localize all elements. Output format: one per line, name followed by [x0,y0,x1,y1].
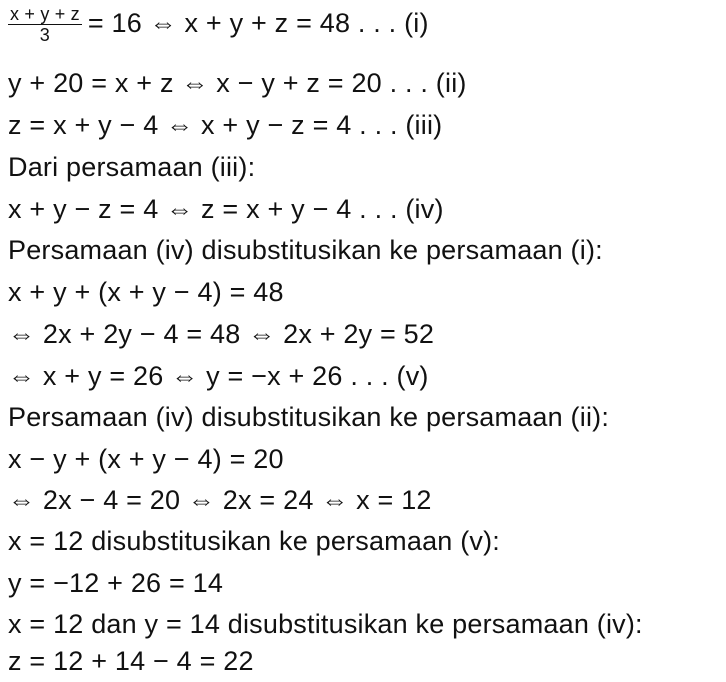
text-line-10: Persamaan (iv) disubstitusikan ke persamaan (ii): [8,402,610,432]
equation-line-9: ⇔ x + y = 26 ⇔ y = −x + 26 . . . (v) [8,361,429,391]
equation-line-11: x − y + (x + y − 4) = 20 [8,444,284,474]
equation-line-16: z = 12 + 14 − 4 = 22 [8,646,254,676]
equation-line-1 [8,2,429,44]
equation-line-2: y + 20 = x + z ⇔ x − y + z = 20 . . . (ii) [8,68,467,98]
equation-line-5: x + y − z = 4 ⇔ z = x + y − 4 . . . (iv) [8,194,444,224]
text-line-6: Persamaan (iv) disubstitusikan ke persamaan (i): [8,235,603,265]
fraction-numerator: x + y + z [10,4,80,25]
fraction-denominator: 3 [39,25,51,46]
equation-line-7: x + y + (x + y − 4) = 48 [8,277,284,307]
equation-line-3: z = x + y − 4 ⇔ x + y − z = 4 . . . (iii) [8,110,443,140]
equation-line-14: y = −12 + 26 = 14 [8,568,224,598]
text-line-13: x = 12 disubstitusikan ke persamaan (v): [8,526,500,556]
equation-line-8: ⇔ 2x + 2y − 4 = 48 ⇔ 2x + 2y = 52 [8,319,435,349]
text-line-15: x = 12 dan y = 14 disubstitusikan ke persamaan (iv): [8,609,643,639]
text-line-4: Dari persamaan (iii): [8,152,256,182]
equation-text: = 16 ⇔ x + y + z = 48 . . . (i) [87,8,429,38]
fraction [8,4,82,45]
equation-line-12: ⇔ 2x − 4 = 20 ⇔ 2x = 24 ⇔ x = 12 [8,485,432,515]
